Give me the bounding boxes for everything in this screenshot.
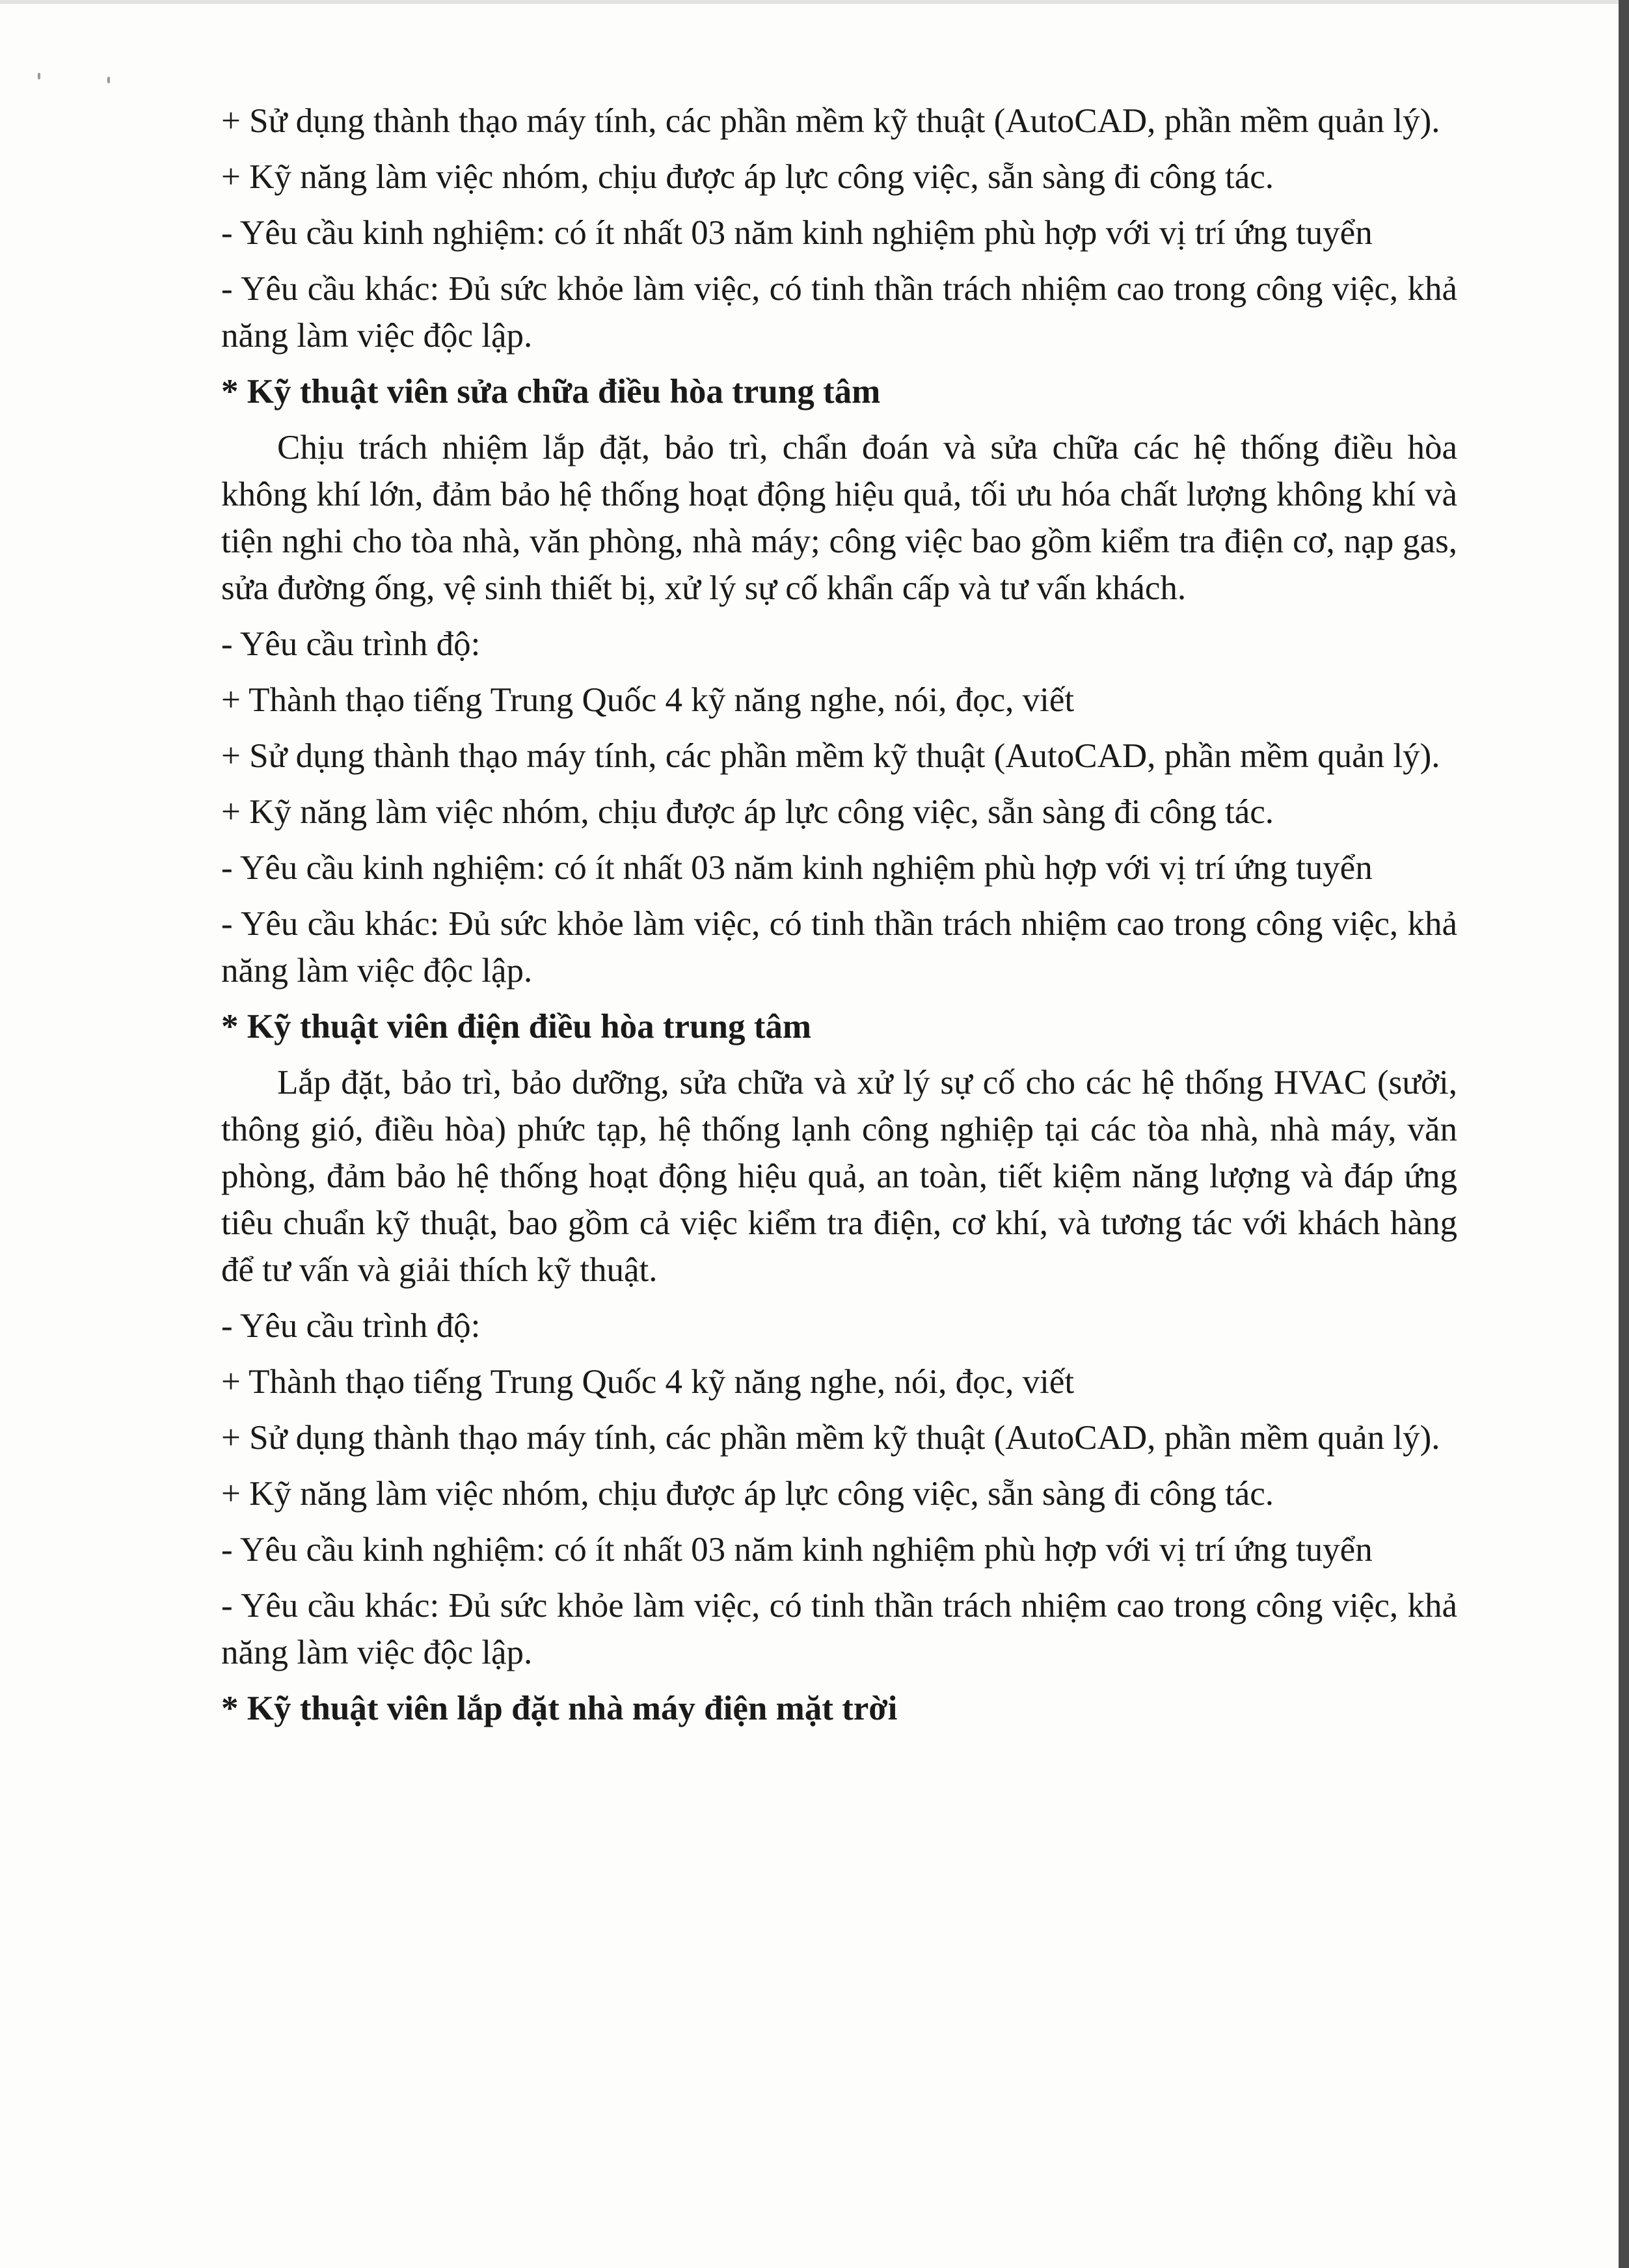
scan-speck [38, 73, 40, 79]
job-title-heading: * Kỹ thuật viên điện điều hòa trung tâm [221, 1008, 812, 1046]
scan-speck [107, 77, 110, 83]
requirement-line: + Thành thạo tiếng Trung Quốc 4 kỹ năng nghe, nói, đọc, viết [221, 681, 1075, 719]
requirement-line: + Sử dụng thành thạo máy tính, các phần mềm kỹ thuật (AutoCAD, phần mềm quản lý). [221, 737, 1440, 775]
requirement-line: + Thành thạo tiếng Trung Quốc 4 kỹ năng nghe, nói, đọc, viết [221, 1363, 1075, 1401]
requirement-line: - Yêu cầu kinh nghiệm: có ít nhất 03 năm kinh nghiệm phù hợp với vị trí ứng tuyển [221, 849, 1373, 887]
requirement-line: + Sử dụng thành thạo máy tính, các phần mềm kỹ thuật (AutoCAD, phần mềm quản lý). [221, 1419, 1440, 1457]
job-title-heading: * Kỹ thuật viên lắp đặt nhà máy điện mặt trời [221, 1690, 898, 1727]
requirement-line: - Yêu cầu kinh nghiệm: có ít nhất 03 năm kinh nghiệm phù hợp với vị trí ứng tuyển [221, 1531, 1373, 1569]
requirement-line: - Yêu cầu khác: Đủ sức khỏe làm việc, có tinh thần trách nhiệm cao trong công việc, khả năng làm việc độc lập. [221, 270, 1457, 355]
requirement-line: + Kỹ năng làm việc nhóm, chịu được áp lực công việc, sẵn sàng đi công tác. [221, 793, 1274, 831]
requirement-line: - Yêu cầu trình độ: [221, 625, 481, 663]
scan-top-border [0, 0, 1629, 4]
requirement-line: - Yêu cầu trình độ: [221, 1307, 481, 1345]
requirement-line: + Sử dụng thành thạo máy tính, các phần mềm kỹ thuật (AutoCAD, phần mềm quản lý). [221, 102, 1440, 140]
document-body [221, 98, 1457, 1741]
requirement-line: - Yêu cầu kinh nghiệm: có ít nhất 03 năm kinh nghiệm phù hợp với vị trí ứng tuyển [221, 214, 1373, 252]
requirement-line: + Kỹ năng làm việc nhóm, chịu được áp lực công việc, sẵn sàng đi công tác. [221, 1475, 1274, 1513]
scan-right-edge [1619, 0, 1629, 2268]
job-description: Chịu trách nhiệm lắp đặt, bảo trì, chẩn đoán và sửa chữa các hệ thống điều hòa không khí lớn, đảm bảo hệ thống hoạt động hiệu quả, tối ưu hóa chất lượng không khí và tiện nghi cho tòa nhà, văn phòng, nhà máy; công việc bao gồm kiểm tra điện cơ, nạp gas, sửa đường ống, vệ sinh thiết bị, xử lý sự cố khẩn cấp và tư vấn khách. [221, 429, 1457, 607]
requirement-line: - Yêu cầu khác: Đủ sức khỏe làm việc, có tinh thần trách nhiệm cao trong công việc, khả năng làm việc độc lập. [221, 905, 1457, 990]
job-title-heading: * Kỹ thuật viên sửa chữa điều hòa trung tâm [221, 373, 881, 411]
requirement-line: + Kỹ năng làm việc nhóm, chịu được áp lực công việc, sẵn sàng đi công tác. [221, 158, 1274, 196]
requirement-line: - Yêu cầu khác: Đủ sức khỏe làm việc, có tinh thần trách nhiệm cao trong công việc, khả năng làm việc độc lập. [221, 1587, 1457, 1671]
job-description: Lắp đặt, bảo trì, bảo dưỡng, sửa chữa và xử lý sự cố cho các hệ thống HVAC (sưởi, thông gió, điều hòa) phức tạp, hệ thống lạnh công nghiệp tại các tòa nhà, nhà máy, văn phòng, đảm bảo hệ thống hoạt động hiệu quả, an toàn, tiết kiệm năng lượng và đáp ứng tiêu chuẩn kỹ thuật, bao gồm cả việc kiểm tra điện, cơ khí, và tương tác với khách hàng để tư vấn và giải thích kỹ thuật. [221, 1064, 1457, 1289]
